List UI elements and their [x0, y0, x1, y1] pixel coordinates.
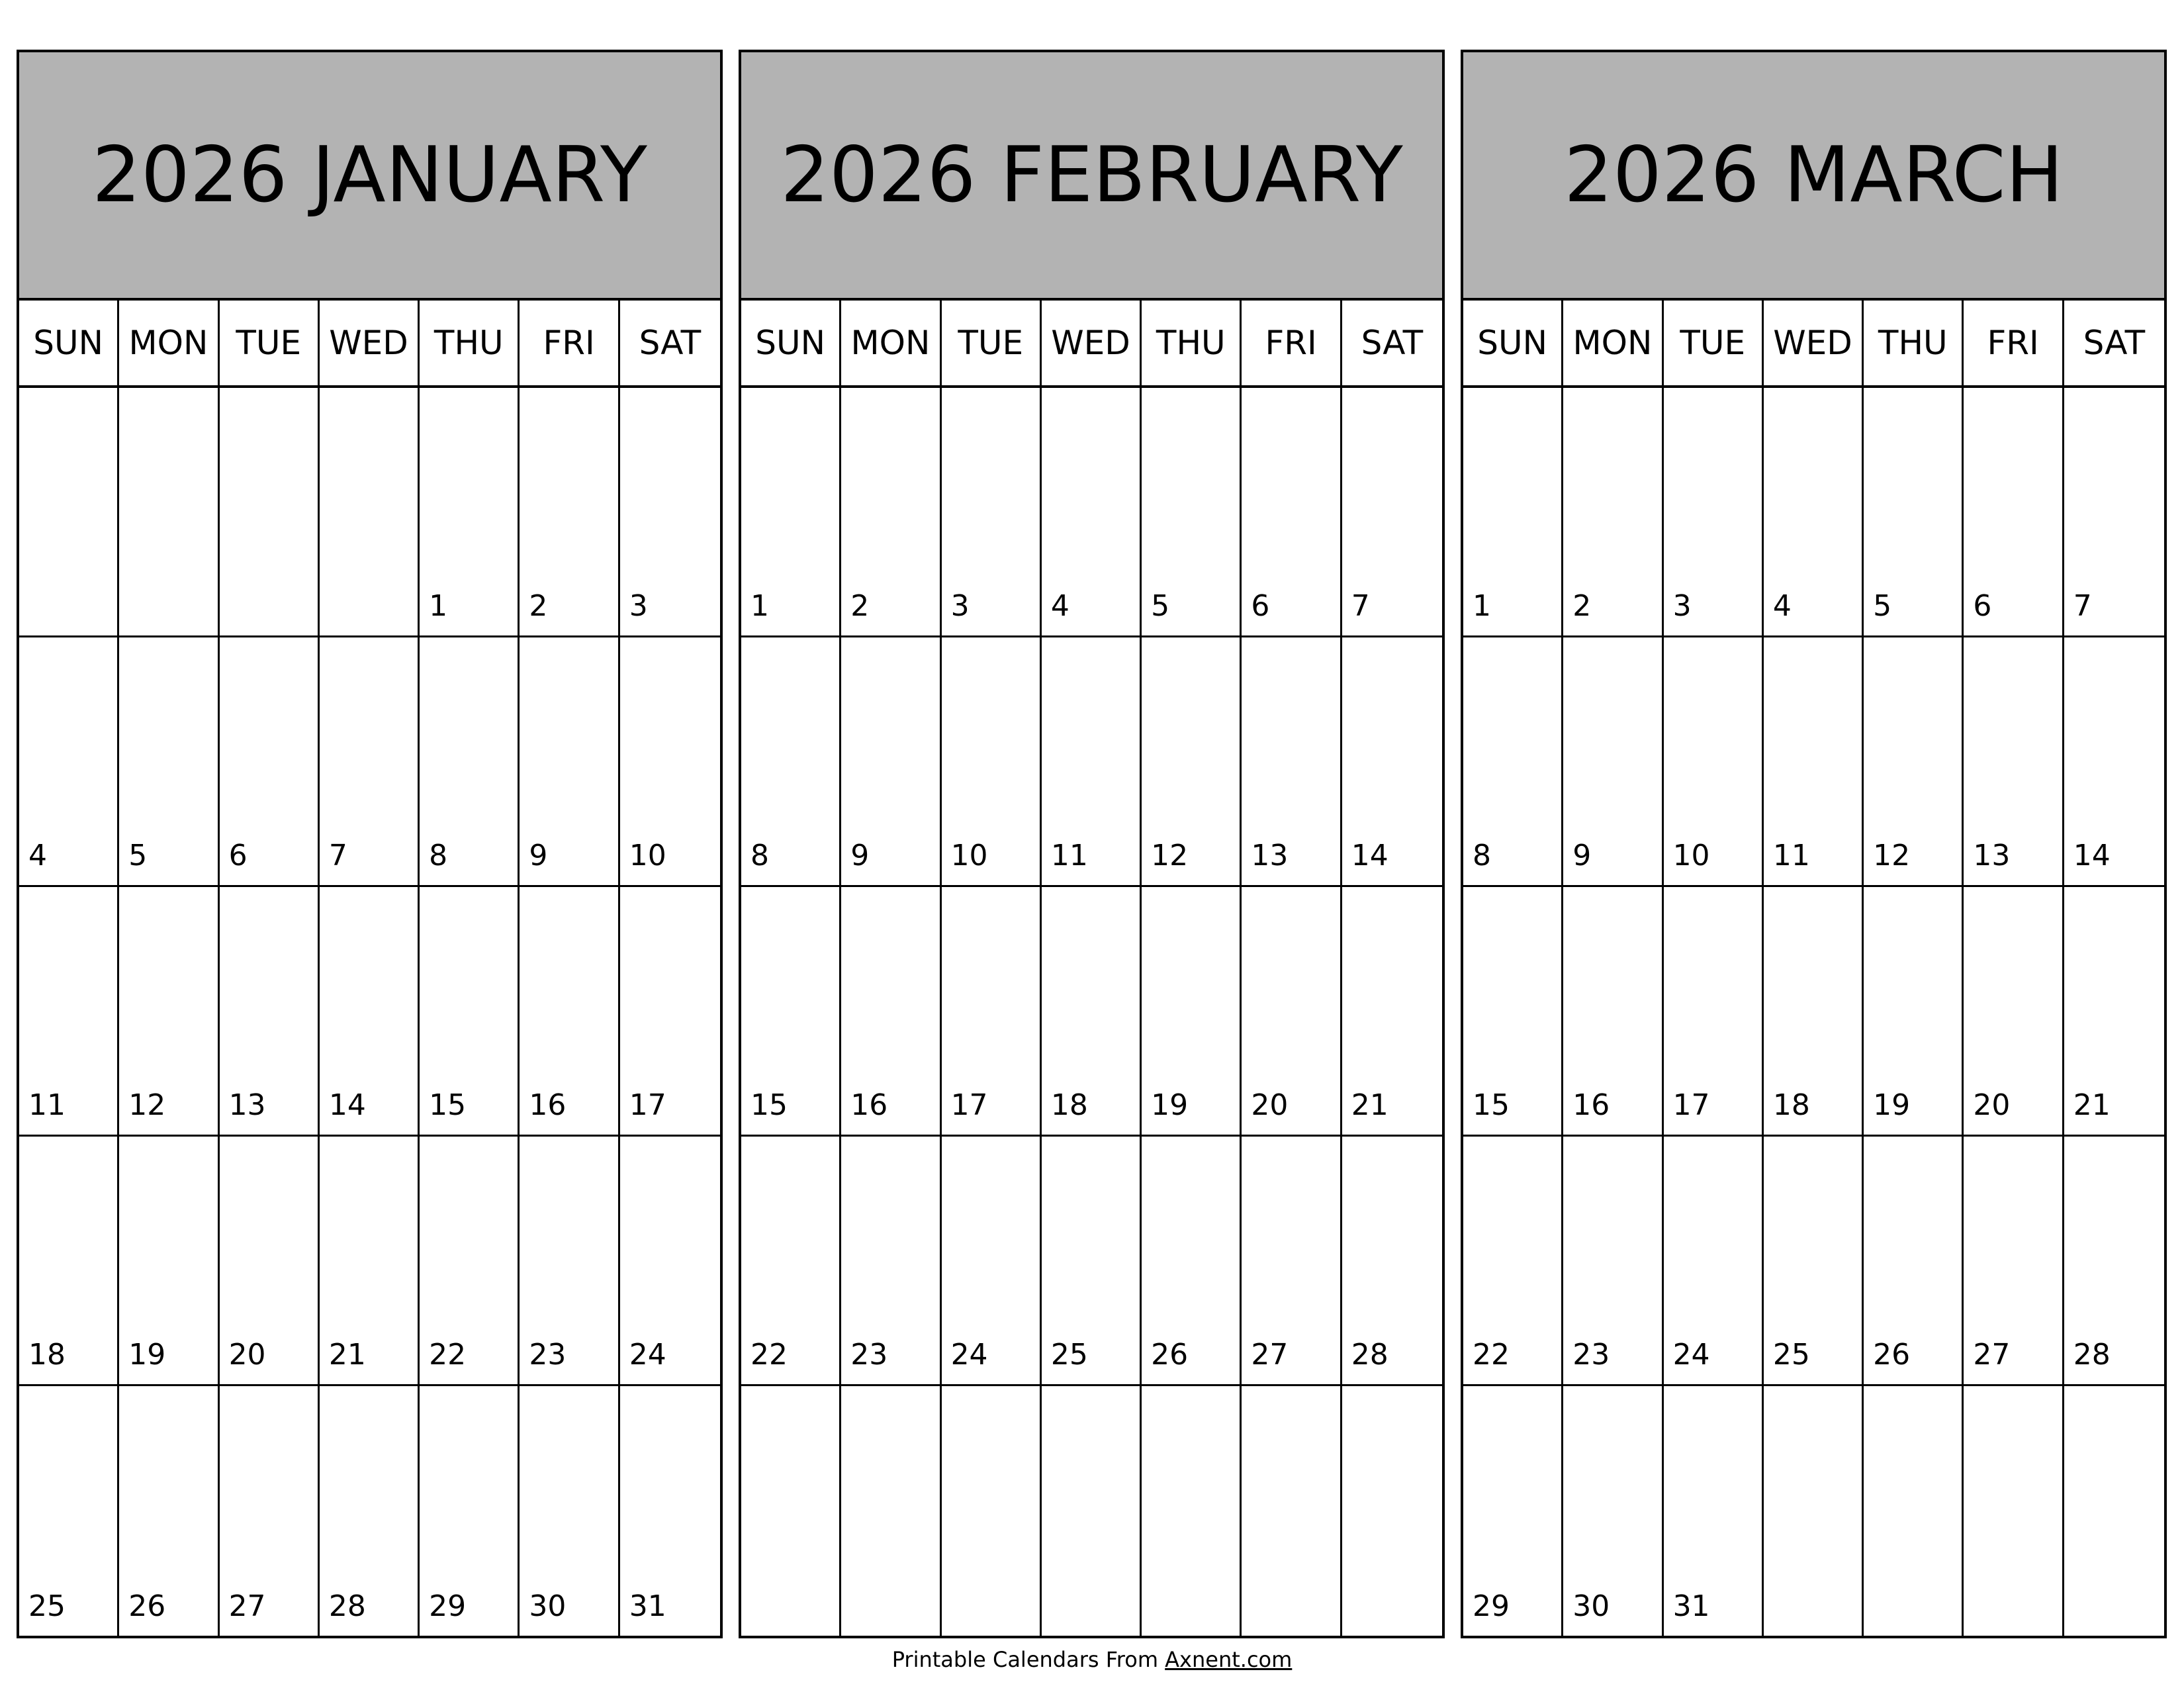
day-number: 9 — [529, 839, 548, 872]
weekday-label: WED — [1042, 301, 1142, 385]
day-cell — [520, 1137, 619, 1386]
weekday-header-row — [19, 301, 720, 388]
day-number: 1 — [429, 589, 448, 623]
day-number: 19 — [1151, 1088, 1189, 1122]
day-cell — [620, 887, 720, 1137]
day-number: 17 — [950, 1088, 988, 1122]
day-cell — [2064, 887, 2164, 1137]
day-number: 3 — [629, 589, 648, 623]
day-number: 27 — [1973, 1338, 2011, 1372]
day-number: 20 — [1973, 1088, 2011, 1122]
day-cell — [942, 637, 1042, 887]
day-cell — [520, 1386, 619, 1636]
day-cell — [420, 887, 520, 1137]
day-number: 16 — [850, 1088, 888, 1122]
day-cell — [1142, 388, 1242, 637]
day-cell — [942, 887, 1042, 1137]
day-number: 2 — [529, 589, 548, 623]
day-number: 15 — [751, 1088, 788, 1122]
day-cell — [741, 388, 841, 637]
day-cell — [841, 1137, 941, 1386]
weekday-label: TUE — [942, 301, 1042, 385]
day-number: 31 — [629, 1589, 666, 1623]
day-number: 20 — [1251, 1088, 1289, 1122]
day-number: 19 — [1873, 1088, 1911, 1122]
day-number: 7 — [2073, 589, 2092, 623]
day-number: 29 — [429, 1589, 467, 1623]
day-cell — [420, 1386, 520, 1636]
day-cell — [1964, 887, 2064, 1137]
day-cell — [1142, 1386, 1242, 1636]
day-cell — [620, 1386, 720, 1636]
day-cell — [520, 887, 619, 1137]
day-cell — [520, 388, 619, 637]
day-number: 10 — [629, 839, 666, 872]
day-number: 23 — [529, 1338, 567, 1372]
day-number: 25 — [1050, 1338, 1088, 1372]
day-number: 18 — [28, 1338, 66, 1372]
day-cell — [119, 637, 219, 887]
day-cell — [220, 887, 320, 1137]
month-january — [17, 50, 723, 1638]
day-number: 28 — [1351, 1338, 1388, 1372]
day-number: 26 — [1151, 1338, 1189, 1372]
weekday-label: SUN — [1463, 301, 1563, 385]
calendar-months — [17, 50, 2167, 1638]
day-number: 21 — [1351, 1088, 1388, 1122]
day-number: 12 — [1151, 839, 1189, 872]
day-cell — [320, 1386, 420, 1636]
day-cell — [1463, 388, 1563, 637]
day-cell — [1864, 887, 1964, 1137]
day-cell — [841, 887, 941, 1137]
day-cell — [320, 388, 420, 637]
day-number: 23 — [850, 1338, 888, 1372]
weekday-label: WED — [1764, 301, 1864, 385]
day-cell — [1664, 637, 1764, 887]
day-cell — [1664, 887, 1764, 1137]
day-number: 14 — [1351, 839, 1388, 872]
day-cell — [220, 637, 320, 887]
day-cell — [841, 1386, 941, 1636]
day-number: 7 — [1351, 589, 1370, 623]
day-number: 11 — [1050, 839, 1088, 872]
day-cell — [1563, 1137, 1663, 1386]
day-cell — [1463, 1386, 1563, 1636]
weekday-label: MON — [1563, 301, 1663, 385]
day-cell — [1042, 637, 1142, 887]
day-number: 4 — [1050, 589, 1069, 623]
day-cell — [1964, 388, 2064, 637]
day-cell — [1142, 1137, 1242, 1386]
day-cell — [1764, 637, 1864, 887]
day-cell — [1864, 1386, 1964, 1636]
day-cell — [1563, 388, 1663, 637]
day-cell — [1664, 1137, 1764, 1386]
day-cell — [620, 388, 720, 637]
day-cell — [1142, 637, 1242, 887]
day-number: 8 — [751, 839, 769, 872]
day-number: 17 — [1672, 1088, 1710, 1122]
day-number: 3 — [1672, 589, 1692, 623]
footer-text: Printable Calendars From — [891, 1647, 1165, 1672]
day-number: 31 — [1672, 1589, 1710, 1623]
day-number: 22 — [751, 1338, 788, 1372]
day-cell — [1342, 1137, 1442, 1386]
weekday-header-row — [741, 301, 1442, 388]
day-number: 1 — [1473, 589, 1491, 623]
day-cell — [1764, 1137, 1864, 1386]
day-cell — [2064, 1137, 2164, 1386]
day-cell — [1964, 1386, 2064, 1636]
weekday-header-row — [1463, 301, 2164, 388]
day-cell — [1142, 887, 1242, 1137]
month-february — [739, 50, 1445, 1638]
day-number: 13 — [228, 1088, 266, 1122]
day-cell — [1664, 388, 1764, 637]
day-cell — [1242, 637, 1342, 887]
day-cell — [220, 1386, 320, 1636]
weekday-label: SUN — [19, 301, 119, 385]
day-cell — [1563, 1386, 1663, 1636]
day-number: 12 — [1873, 839, 1911, 872]
day-number: 4 — [28, 839, 47, 872]
day-cell — [119, 1386, 219, 1636]
day-cell — [942, 388, 1042, 637]
day-cell — [1342, 637, 1442, 887]
day-number: 10 — [950, 839, 988, 872]
day-number: 23 — [1572, 1338, 1610, 1372]
month-title: 2026 JANUARY — [19, 52, 720, 301]
day-number: 30 — [529, 1589, 567, 1623]
day-cell — [741, 637, 841, 887]
day-cell — [420, 1137, 520, 1386]
day-number: 5 — [1873, 589, 1892, 623]
weekday-label: THU — [420, 301, 520, 385]
day-cell — [320, 1137, 420, 1386]
day-cell — [1042, 1137, 1142, 1386]
day-cell — [620, 637, 720, 887]
day-number: 16 — [529, 1088, 567, 1122]
day-cell — [320, 887, 420, 1137]
day-number: 18 — [1772, 1088, 1810, 1122]
weekday-label: SAT — [1361, 324, 1424, 362]
day-cell — [1664, 1386, 1764, 1636]
day-cell — [841, 637, 941, 887]
day-cell — [1764, 887, 1864, 1137]
day-cell — [220, 1137, 320, 1386]
day-cell — [1864, 637, 1964, 887]
day-cell — [1042, 887, 1142, 1137]
day-number: 13 — [1973, 839, 2011, 872]
day-number: 9 — [1572, 839, 1592, 872]
day-number: 27 — [228, 1589, 266, 1623]
day-cell — [942, 1137, 1042, 1386]
day-cell — [1864, 388, 1964, 637]
day-number: 24 — [1672, 1338, 1710, 1372]
day-number: 1 — [751, 589, 769, 623]
day-number: 5 — [128, 839, 148, 872]
day-cell — [220, 388, 320, 637]
weekday-label: FRI — [1964, 301, 2064, 385]
day-number: 16 — [1572, 1088, 1610, 1122]
day-cell — [1342, 1386, 1442, 1636]
days-grid — [1463, 388, 2164, 1636]
day-number: 3 — [950, 589, 970, 623]
day-number: 9 — [850, 839, 870, 872]
day-number: 15 — [429, 1088, 467, 1122]
day-number: 8 — [1473, 839, 1491, 872]
day-cell — [1764, 388, 1864, 637]
day-number: 11 — [28, 1088, 66, 1122]
day-cell — [1242, 1137, 1342, 1386]
day-number: 13 — [1251, 839, 1289, 872]
footer-link[interactable]: Axnent.com — [1165, 1647, 1293, 1672]
weekday-label: SUN — [741, 301, 841, 385]
weekday-label: FRI — [1242, 301, 1342, 385]
day-cell — [1242, 388, 1342, 637]
day-number: 6 — [1973, 589, 1992, 623]
day-cell — [320, 637, 420, 887]
day-cell — [1563, 637, 1663, 887]
days-grid — [19, 388, 720, 1636]
day-cell — [1342, 887, 1442, 1137]
day-number: 5 — [1151, 589, 1170, 623]
day-number: 28 — [328, 1589, 366, 1623]
day-cell — [19, 1386, 119, 1636]
day-cell — [119, 1137, 219, 1386]
month-march — [1461, 50, 2167, 1638]
day-cell — [1042, 388, 1142, 637]
day-number: 20 — [228, 1338, 266, 1372]
day-number: 27 — [1251, 1338, 1289, 1372]
day-number: 19 — [128, 1338, 166, 1372]
day-cell — [2064, 637, 2164, 887]
day-cell — [420, 637, 520, 887]
day-cell — [1463, 1137, 1563, 1386]
weekday-label: WED — [320, 301, 420, 385]
day-cell — [1463, 637, 1563, 887]
day-number: 22 — [1473, 1338, 1510, 1372]
weekday-label: SAT — [2083, 324, 2146, 362]
weekday-label: MON — [841, 301, 941, 385]
month-title: 2026 MARCH — [1463, 52, 2164, 301]
day-number: 24 — [629, 1338, 666, 1372]
day-cell — [19, 1137, 119, 1386]
day-number: 18 — [1050, 1088, 1088, 1122]
day-number: 17 — [629, 1088, 666, 1122]
day-number: 12 — [128, 1088, 166, 1122]
day-cell — [2064, 1386, 2164, 1636]
day-cell — [119, 388, 219, 637]
day-cell — [741, 887, 841, 1137]
day-number: 7 — [328, 839, 347, 872]
day-cell — [1964, 1137, 2064, 1386]
weekday-label: TUE — [1664, 301, 1764, 385]
day-cell — [942, 1386, 1042, 1636]
day-number: 26 — [128, 1589, 166, 1623]
day-cell — [741, 1137, 841, 1386]
days-grid — [741, 388, 1442, 1636]
month-title: 2026 FEBRUARY — [741, 52, 1442, 301]
day-cell — [19, 887, 119, 1137]
day-number: 21 — [328, 1338, 366, 1372]
day-number: 25 — [28, 1589, 66, 1623]
day-cell — [1563, 887, 1663, 1137]
weekday-label: SAT — [639, 324, 702, 362]
day-number: 11 — [1772, 839, 1810, 872]
day-number: 6 — [1251, 589, 1270, 623]
day-number: 25 — [1772, 1338, 1810, 1372]
day-cell — [1242, 887, 1342, 1137]
day-number: 4 — [1772, 589, 1792, 623]
day-number: 2 — [1572, 589, 1592, 623]
day-number: 10 — [1672, 839, 1710, 872]
weekday-label: FRI — [520, 301, 619, 385]
day-cell — [1042, 1386, 1142, 1636]
day-cell — [520, 637, 619, 887]
day-cell — [741, 1386, 841, 1636]
day-number: 15 — [1473, 1088, 1510, 1122]
day-number: 14 — [328, 1088, 366, 1122]
day-cell — [420, 388, 520, 637]
day-cell — [1242, 1386, 1342, 1636]
day-number: 6 — [228, 839, 248, 872]
day-cell — [620, 1137, 720, 1386]
day-number: 8 — [429, 839, 448, 872]
day-cell — [2064, 388, 2164, 637]
day-cell — [19, 388, 119, 637]
day-number: 28 — [2073, 1338, 2111, 1372]
day-number: 22 — [429, 1338, 467, 1372]
weekday-label: THU — [1864, 301, 1964, 385]
day-number: 21 — [2073, 1088, 2111, 1122]
day-cell — [1864, 1137, 1964, 1386]
day-number: 29 — [1473, 1589, 1510, 1623]
day-cell — [1964, 637, 2064, 887]
day-cell — [19, 637, 119, 887]
day-cell — [119, 887, 219, 1137]
weekday-label: THU — [1142, 301, 1242, 385]
day-number: 26 — [1873, 1338, 1911, 1372]
weekday-label: MON — [119, 301, 219, 385]
day-cell — [841, 388, 941, 637]
weekday-label: TUE — [220, 301, 320, 385]
day-number: 2 — [850, 589, 870, 623]
day-number: 30 — [1572, 1589, 1610, 1623]
footer — [0, 1647, 2184, 1672]
day-number: 14 — [2073, 839, 2111, 872]
day-number: 24 — [950, 1338, 988, 1372]
day-cell — [1463, 887, 1563, 1137]
day-cell — [1342, 388, 1442, 637]
day-cell — [1764, 1386, 1864, 1636]
